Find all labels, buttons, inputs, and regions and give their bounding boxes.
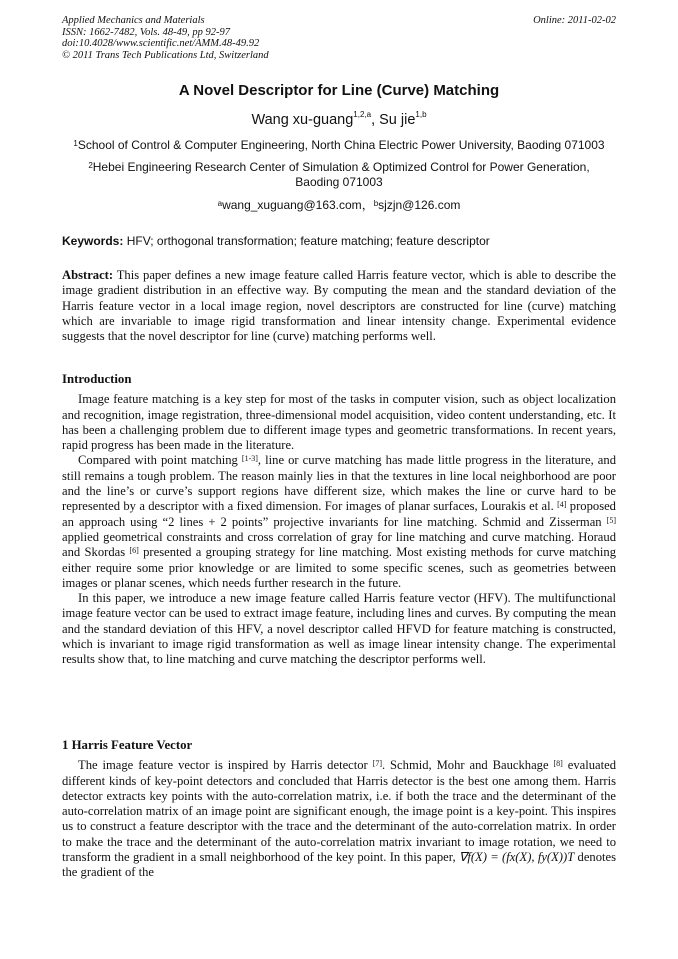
author-2: Su jie [379,112,416,128]
intro-paragraph-1: Image feature matching is a key step for most of the tasks in computer vision, such as object localization and recognition, image registration, three-dimensional model acquisition, video content understanding, etc. It has been a challenging problem due to different image types and geometric transformations. In recent years, rapid progress has been made in the literature. [62,392,616,453]
section-1-paragraph-1 [62,758,616,880]
intro-p2-text-d: applied geometrical constraints and cross correlation of gray for line matching and curve matching. Horaud and Skordas [62,529,616,560]
section-1-heading: 1 Harris Feature Vector [62,738,193,752]
abstract-text: This paper defines a new image feature called Harris feature vector, which is able to describe the image gradient distribution in an effective way. By computing the mean and the standard deviation of the Harris feature vector in a local image region, novel descriptors are constructed for line (curve) matching which are invariable to image rigid transformation and linear intensity change. Experimental evidence suggests that the novel descriptor for line (curve) matching performs well. [62,268,616,344]
s1-text-c: evaluated different kinds of key-point detectors and concluded that Harris detector is the best one among them. Harris detector extracts key points with the auto-correlation matrix, i.e. if both the trace and the determinant of the auto-correlation matrix of an image point are significant enough, the image point is a key-point. This inspires us to construct a feature descriptor with the trace and the determinant of the auto-correlation matrix. In order to make the trace and the determinant of the auto-correlation matrix invariant to image rotation, we need to transform the gradient in a small neighborhood of the key point. In this paper, [62,758,616,865]
s1-text-d: denotes the gradient of the [62,850,616,880]
paper-title: A Novel Descriptor for Line (Curve) Matching [178,82,500,99]
doi-line: doi:10.4028/www.scientific.net/AMM.48-49.92 [62,38,260,49]
citation-4[interactable]: [4] [557,500,567,510]
affiliation-2-text-line2: Baoding 071003 [295,175,383,189]
email-b[interactable]: sjzjn@126.com [378,198,461,212]
citation-1-3[interactable]: [1-3] [241,454,258,464]
intro-p2-text-c: proposed an approach using “2 lines + 2 points” projective invariants for line matching. Schmid and Zisserman [62,499,616,529]
abstract-paragraph [62,268,616,344]
author-2-affiliation-mark: 1,b [415,110,427,119]
introduction-section [62,372,616,668]
email-line [62,198,616,213]
introduction-heading: Introduction [62,372,132,386]
author-1-affiliation-mark: 1,2,a [353,110,372,119]
author-separator: , [371,112,380,128]
intro-p2-text-a: Compared with point matching [78,453,242,468]
gradient-formula: ∇f(X) = (fx(X), fy(X))T [458,850,575,865]
affiliation-1-mark: 1 [73,139,78,148]
keywords [62,234,616,248]
keywords-label: Keywords: [62,234,124,248]
affiliation-1-text: School of Control & Computer Engineering, North China Electric Power University, Baoding 071003 [77,138,605,152]
intro-paragraph-3: In this paper, we introduce a new image feature called Harris feature vector (HFV). The multifunctional image feature vector can be used to extract image feature, including lines and curves. By computing the mean and the standard deviation of this HFV, a novel descriptor called HFVD for feature matching is constructed, which is invariant to image rigid transformation as well as image linear intensity change. The experimental results show that, to line matching and curve matching the descriptor performs well. [62,591,616,667]
email-separator: ， [361,198,374,212]
email-b-mark: b [373,199,379,208]
intro-p2-text-b: , line or curve matching has made little progress in the literature, and still remains a tough problem. The reason mainly lies in that the textures in line local neighborhood are poor and the line’s or curve’s support regions have different size, which makes the line or curve hard to be represented by a descriptor with a fixed dimension. For images of planar surfaces, Lourakis et al. [62,453,616,514]
s1-text-b: . Schmid, Mohr and Bauckhage [381,758,554,773]
harris-feature-vector-section [62,738,616,881]
journal-header [62,15,616,61]
abstract [62,268,616,344]
affiliation-2-mark: 2 [88,161,93,170]
intro-paragraph-2 [62,453,616,591]
citation-7[interactable]: [7] [372,759,382,769]
copyright-line: © 2011 Trans Tech Publications Ltd, Switzerland [62,49,269,61]
citation-6[interactable]: [6] [129,546,139,556]
s1-text-a: The image feature vector is inspired by Harris detector [78,758,373,773]
email-a[interactable]: wang_xuguang@163.com [222,198,362,212]
citation-5[interactable]: [5] [606,515,616,525]
abstract-label: Abstract: [62,268,114,282]
online-date: Online: 2011-02-02 [533,15,616,26]
intro-p2-text-e: presented a grouping strategy for line matching. Most existing methods for curve matching either require some prior knowledge or are limited to some specific scenes, such as geometries between images or planar scenes, which needs further research in the future. [62,545,616,590]
email-a-mark: a [217,199,223,208]
issn-line: ISSN: 1662-7482, Vols. 48-49, pp 92-97 [62,26,230,38]
affiliation-2 [62,160,616,190]
author-line [62,112,616,128]
author-1: Wang xu-guang [251,112,354,128]
journal-name: Applied Mechanics and Materials [62,15,205,26]
keywords-text: HFV; orthogonal transformation; feature matching; feature descriptor [123,234,490,248]
citation-8[interactable]: [8] [553,759,563,769]
affiliation-2-text-line1: Hebei Engineering Research Center of Simulation & Optimized Control for Power Generation, [92,160,590,174]
affiliation-1 [62,138,616,153]
